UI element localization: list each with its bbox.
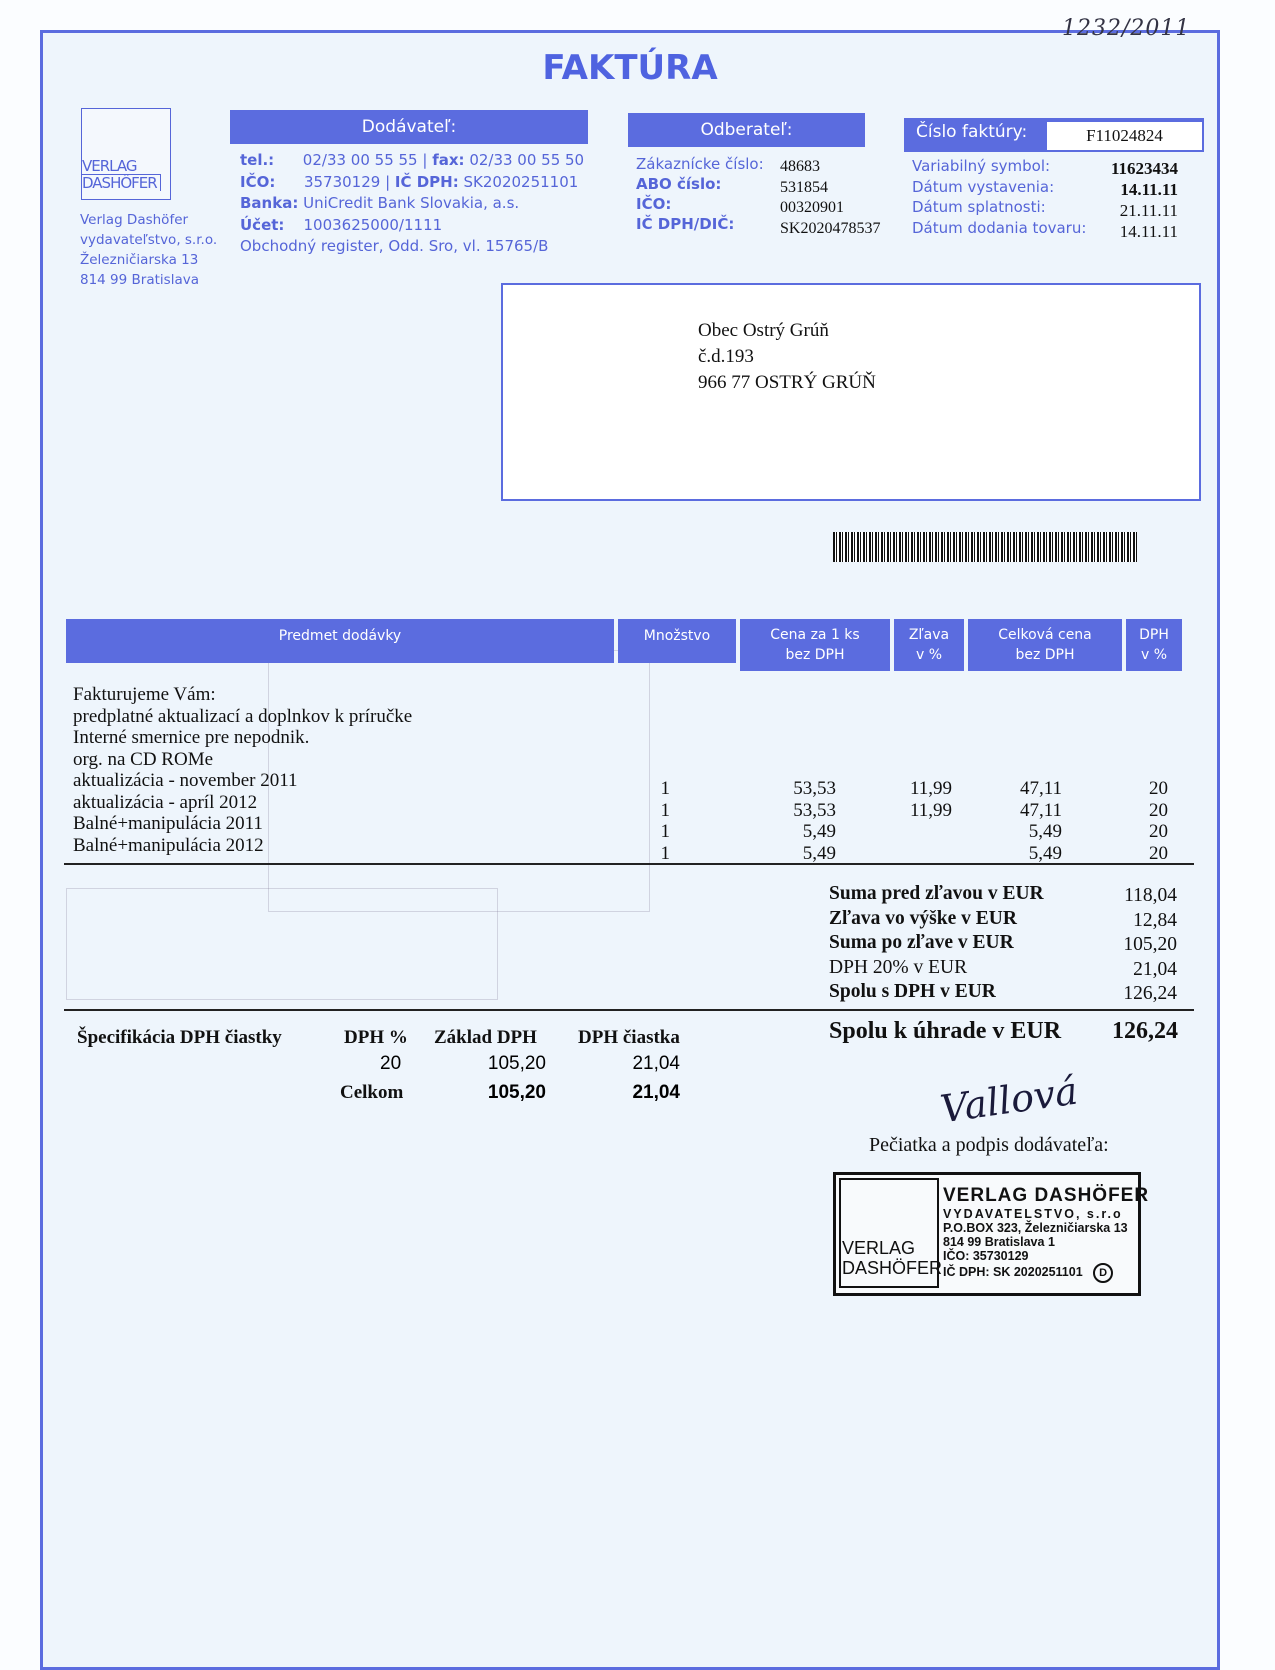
totals-values: 118,04 12,84 105,20 21,04 126,24 [1123, 885, 1177, 1004]
vat-spec-col-amount: DPH čiastka [578, 1027, 680, 1048]
invoice-values: 11623434 14.11.11 21.11.11 14.11.11 [1110, 159, 1178, 241]
handwritten-registration-number: 1232/2011 [1062, 16, 1191, 41]
th-qty: Množstvo [618, 619, 736, 663]
logo-line-2: DASHÖFER [82, 174, 161, 191]
customer-values: 48683 531854 00320901 SK2020478537 [780, 158, 881, 237]
barcode [833, 532, 1137, 562]
invoice-number-label: Číslo faktúry: [916, 122, 1028, 142]
vat-spec-col-base: Základ DPH [434, 1027, 537, 1048]
signature-label: Pečiatka a podpis dodávateľa: [869, 1134, 1109, 1156]
recipient-address: Obec Ostrý Grúň č.d.193 966 77 OSTRÝ GRÚŇ [698, 320, 876, 393]
discount-column: 11,99 11,99 [909, 778, 952, 821]
th-unit-price: Cena za 1 ks bez DPH [740, 619, 890, 671]
th-vat: DPH v % [1126, 619, 1182, 671]
qty-column: 1 1 1 1 [660, 778, 670, 864]
th-discount: Zľava v % [894, 619, 964, 671]
table-bottom-rule [64, 863, 1194, 865]
th-total: Celková cena bez DPH [968, 619, 1122, 671]
stamp-mark: D [1093, 1263, 1113, 1283]
vat-spec-base: 105,20 [487, 1053, 546, 1074]
grand-total-value: 126,24 [1112, 1018, 1178, 1044]
invoice-number: F11024824 [1046, 121, 1203, 151]
handwritten-signature: Vallová [937, 1068, 1081, 1132]
item-description: Fakturujeme Vám: predplatné aktualizací a doplnkov k príručke Interné smernice pre nepodnik. org. na CD ROMe aktualizácia - november 2011 aktualizácia - apríl 2012 Balné+manipulácia 2011 Balné+manipulácia 2012 [73, 684, 413, 856]
th-item: Predmet dodávky [66, 619, 614, 663]
grand-total-label: Spolu k úhrade v EUR [829, 1018, 1062, 1044]
vat-spec-title: Špecifikácia DPH čiastky [77, 1027, 282, 1048]
supplier-header: Dodávateľ: [230, 110, 588, 144]
vat-spec-col-rate: DPH % [344, 1027, 408, 1048]
stamp-logo-text: VERLAG DASHÖFER [842, 1238, 943, 1278]
company-address: Verlag Dashöfer vydavateľstvo, s.r.o. Železničiarska 13 814 99 Bratislava [80, 212, 218, 288]
vat-spec-rate: 20 [380, 1053, 402, 1074]
totals-rule [64, 1009, 1194, 1011]
document-title: FAKTÚRA [542, 48, 718, 88]
vat-spec-total-label: Celkom [340, 1082, 404, 1103]
customer-header: Odberateľ: [628, 113, 865, 147]
vat-spec-amount: 21,04 [632, 1053, 680, 1074]
bleed-through-box [66, 888, 498, 1000]
logo-line-1: VERLAG [82, 157, 137, 175]
stamp-text: VERLAG DASHÖFER VYDAVATELSTVO, s.r.o P.O.BOX 323, Železničiarska 13 814 99 Bratislava 1 IČO: 35730129 IČ DPH: SK 2020251101 D [943, 1185, 1149, 1283]
total-column: 47,11 47,11 5,49 5,49 [1019, 778, 1062, 864]
vat-column: 20 20 20 20 [1149, 778, 1168, 864]
vat-spec-total-amount: 21,04 [632, 1082, 680, 1103]
customer-labels: Zákaznícke číslo: ABO číslo: IČO: IČ DPH/DIČ: [636, 155, 764, 233]
company-logo [81, 108, 171, 200]
supplier-info: tel.: 02/33 00 55 55 | fax: 02/33 00 55 50 IČO: 35730129 | IČ DPH: SK2020251101 Banka: UniCredit Bank Slovakia, a.s. Účet: 1003625000/1111 Obchodný register, Odd. Sro, vl. 15765/B [240, 151, 585, 255]
vat-spec-total-base: 105,20 [487, 1082, 546, 1103]
totals-labels: Suma pred zľavou v EUR Zľava vo výške v EUR Suma po zľave v EUR DPH 20% v EUR Spolu s DPH v EUR [829, 883, 1044, 1002]
unit-price-column: 53,53 53,53 5,49 5,49 [793, 778, 836, 864]
invoice-labels: Variabilný symbol: Dátum vystavenia: Dátum splatnosti: Dátum dodania tovaru: [912, 157, 1087, 237]
